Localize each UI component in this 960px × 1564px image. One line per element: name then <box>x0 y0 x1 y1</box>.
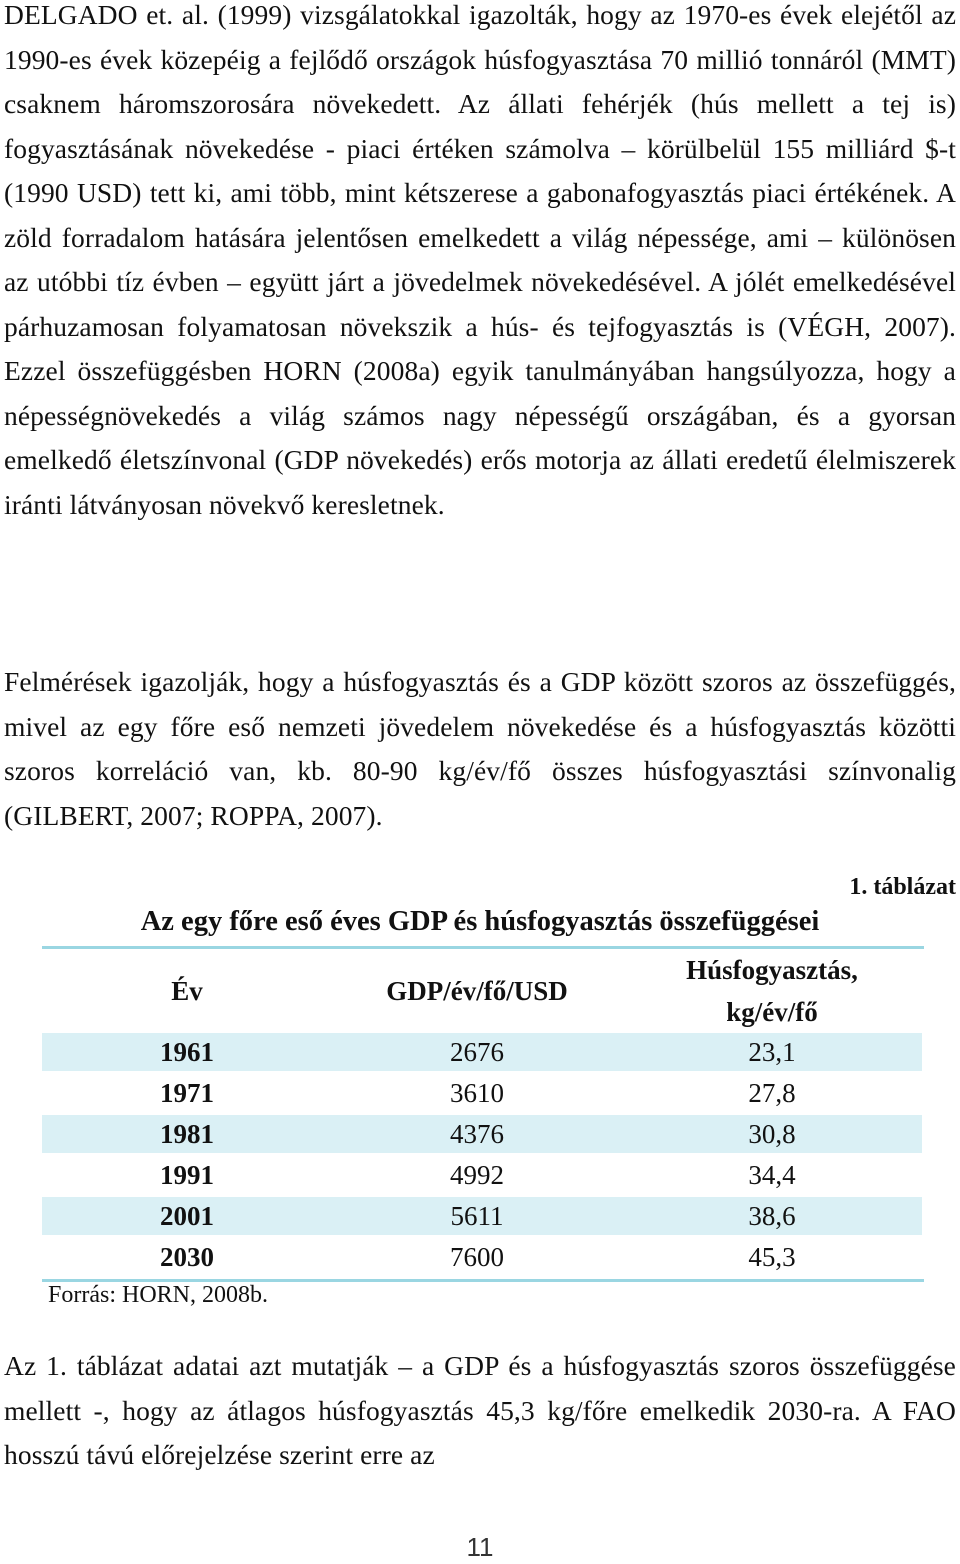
cell-year: 1981 <box>42 1115 332 1156</box>
cell-meat: 27,8 <box>622 1074 922 1115</box>
table-label: 1. táblázat <box>849 874 956 900</box>
table-source: Forrás: HORN, 2008b. <box>48 1282 268 1308</box>
gdp-meat-table <box>42 949 922 1279</box>
cell-year: 1971 <box>42 1074 332 1115</box>
header-meat-line2: kg/év/fő <box>726 997 818 1027</box>
header-meat-line1: Húsfogyasztás, <box>686 955 858 985</box>
table-header-row <box>42 949 922 1033</box>
table-row <box>42 1033 922 1074</box>
cell-gdp: 2676 <box>332 1033 622 1074</box>
table-row <box>42 1197 922 1238</box>
cell-year: 2030 <box>42 1238 332 1279</box>
paragraph-1: DELGADO et. al. (1999) vizsgálatokkal igazolták, hogy az 1970-es évek elejétől az 1990-es évek közepéig a fejlődő országok húsfogyasztása 70 millió tonnáról (MMT) csaknem háromszorosára növekedett. Az állati fehérjék (hús mellett a tej is) fogyasztásának növekedése - piaci értéken számolva – körülbelül 155 milliárd $-t (1990 USD) tett ki, ami több, mint kétszerese a gabonafogyasztás piaci értékének. A zöld forradalom hatására jelentősen emelkedett a világ népessége, ami – különösen az utóbbi tíz évben – együtt járt a jövedelmek növekedésével. A jólét emelkedésével párhuzamosan folyamatosan növekszik a hús- és tejfogyasztás is (VÉGH, 2007). Ezzel összefüggésben HORN (2008a) egyik tanulmányában hangsúlyozza, hogy a népességnövekedés a világ számos nagy népességű országában, és a gyorsan emelkedő életszínvonal (GDP növekedés) erős motorja az állati eredetű élelmiszerek iránti látványosan növekvő keresletnek. <box>4 0 956 520</box>
cell-meat: 45,3 <box>622 1238 922 1279</box>
cell-gdp: 4992 <box>332 1156 622 1197</box>
cell-meat: 23,1 <box>622 1033 922 1074</box>
cell-gdp: 7600 <box>332 1238 622 1279</box>
cell-meat: 34,4 <box>622 1156 922 1197</box>
header-meat <box>622 949 922 1033</box>
table-row <box>42 1238 922 1279</box>
header-year: Év <box>171 976 203 1006</box>
cell-gdp: 4376 <box>332 1115 622 1156</box>
cell-meat: 38,6 <box>622 1197 922 1238</box>
paragraph-2: Felmérések igazolják, hogy a húsfogyasztás és a GDP között szoros az összefüggés, mivel az egy főre eső nemzeti jövedelem növekedése és a húsfogyasztás közötti szoros korreláció van, kb. 80-90 kg/év/fő összes húsfogyasztási színvonalig (GILBERT, 2007; ROPPA, 2007). <box>4 666 956 831</box>
table-row <box>42 1156 922 1197</box>
cell-gdp: 5611 <box>332 1197 622 1238</box>
cell-meat: 30,8 <box>622 1115 922 1156</box>
data-table-container <box>42 946 924 1282</box>
table-row <box>42 1074 922 1115</box>
cell-year: 1991 <box>42 1156 332 1197</box>
table-title: Az egy főre eső éves GDP és húsfogyasztás összefüggései <box>140 906 820 937</box>
table-row <box>42 1115 922 1156</box>
paragraph-3: Az 1. táblázat adatai azt mutatják – a GDP és a húsfogyasztás szoros összefüggése mellett -, hogy az átlagos húsfogyasztás 45,3 kg/főre emelkedik 2030-ra. A FAO hosszú távú előrejelzése szerint erre az <box>4 1350 956 1470</box>
page-number: 11 <box>466 1532 494 1562</box>
cell-year: 2001 <box>42 1197 332 1238</box>
header-gdp: GDP/év/fő/USD <box>386 976 568 1006</box>
cell-year: 1961 <box>42 1033 332 1074</box>
cell-gdp: 3610 <box>332 1074 622 1115</box>
